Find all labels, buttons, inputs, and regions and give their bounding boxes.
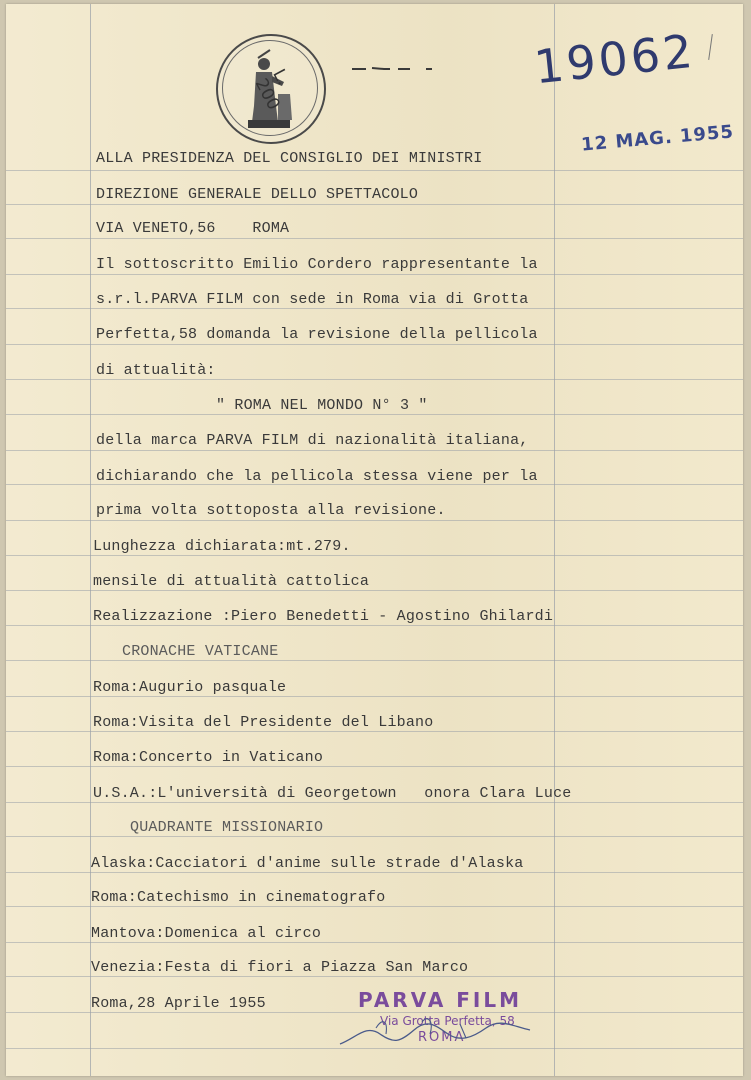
addressee-address: VIA VENETO,56 ROMA bbox=[96, 220, 290, 237]
company-stamp-name: PARVA FILM bbox=[358, 988, 523, 1012]
ruled-line bbox=[6, 660, 743, 661]
segment-line: Roma:Catechismo in cinematografo bbox=[91, 889, 386, 906]
segment-line: Alaska:Cacciatori d'anime sulle strade d'Alaska bbox=[91, 855, 524, 872]
segment-line: Roma:Concerto in Vaticano bbox=[93, 749, 324, 766]
ruled-line bbox=[6, 308, 743, 309]
segment-line: Mantova:Domenica al circo bbox=[91, 925, 322, 942]
ruled-line bbox=[6, 590, 743, 591]
ruled-line bbox=[6, 906, 743, 907]
ink-smudge-decoration bbox=[352, 66, 442, 72]
margin-line-right bbox=[554, 4, 555, 1076]
addressee-line: ALLA PRESIDENZA DEL CONSIGLIO DEI MINISTRI bbox=[96, 150, 483, 167]
handwritten-signature bbox=[336, 1004, 536, 1054]
body-line: dichiarando che la pellicola stessa viene per la bbox=[96, 468, 538, 485]
ruled-line bbox=[6, 555, 743, 556]
ruled-line bbox=[6, 204, 743, 205]
body-line: di attualità: bbox=[96, 362, 216, 379]
production-credits: Realizzazione :Piero Benedetti - Agostino Ghilardi bbox=[93, 608, 554, 625]
addressee-department: DIREZIONE GENERALE DELLO SPETTACOLO bbox=[96, 186, 419, 203]
place-and-date: Roma,28 Aprile 1955 bbox=[91, 995, 266, 1012]
document-page bbox=[6, 4, 743, 1076]
segment-line: U.S.A.:L'università di Georgetown onora Clara Luce bbox=[93, 785, 572, 802]
segment-line: Venezia:Festa di fiori a Piazza San Marco bbox=[91, 959, 469, 976]
ruled-line bbox=[6, 872, 743, 873]
ruled-line bbox=[6, 170, 743, 171]
body-line: della marca PARVA FILM di nazionalità italiana, bbox=[96, 432, 529, 449]
ruled-line bbox=[6, 766, 743, 767]
segment-line: Roma:Augurio pasquale bbox=[93, 679, 287, 696]
date-stamp: 12 MAG. 1955 bbox=[580, 121, 735, 156]
ruled-line bbox=[6, 836, 743, 837]
film-type: mensile di attualità cattolica bbox=[93, 573, 370, 590]
body-line: Perfetta,58 domanda la revisione della pellicola bbox=[96, 326, 538, 343]
ruled-line bbox=[6, 520, 743, 521]
ruled-line bbox=[6, 802, 743, 803]
ruled-line bbox=[6, 696, 743, 697]
body-line: Il sottoscritto Emilio Cordero rappresentante la bbox=[96, 256, 538, 273]
declared-length: Lunghezza dichiarata:mt.279. bbox=[93, 538, 351, 555]
pencil-mark bbox=[708, 34, 713, 60]
ruled-line bbox=[6, 942, 743, 943]
ruled-line bbox=[6, 274, 743, 275]
stamp-value: L. 200 bbox=[250, 66, 293, 114]
section-heading-quadrante-missionario: QUADRANTE MISSIONARIO bbox=[130, 819, 324, 836]
margin-line-left bbox=[90, 4, 91, 1076]
ruled-line bbox=[6, 379, 743, 380]
ruled-line bbox=[6, 344, 743, 345]
film-title: " ROMA NEL MONDO N° 3 " bbox=[216, 397, 428, 414]
section-heading-cronache-vaticane: CRONACHE VATICANE bbox=[122, 643, 279, 660]
company-stamp-address: Via Grotta Perfetta, 58 bbox=[380, 1014, 515, 1028]
body-line: s.r.l.PARVA FILM con sede in Roma via di Grotta bbox=[96, 291, 529, 308]
company-stamp-city: ROMA bbox=[418, 1030, 466, 1045]
ruled-line bbox=[6, 625, 743, 626]
body-line: prima volta sottoposta alla revisione. bbox=[96, 502, 446, 519]
revenue-stamp bbox=[216, 34, 326, 144]
ruled-line bbox=[6, 238, 743, 239]
ruled-line bbox=[6, 414, 743, 415]
ruled-line bbox=[6, 976, 743, 977]
document-number: 19062 bbox=[531, 23, 698, 95]
segment-line: Roma:Visita del Presidente del Libano bbox=[93, 714, 434, 731]
ruled-line bbox=[6, 450, 743, 451]
ruled-line bbox=[6, 731, 743, 732]
